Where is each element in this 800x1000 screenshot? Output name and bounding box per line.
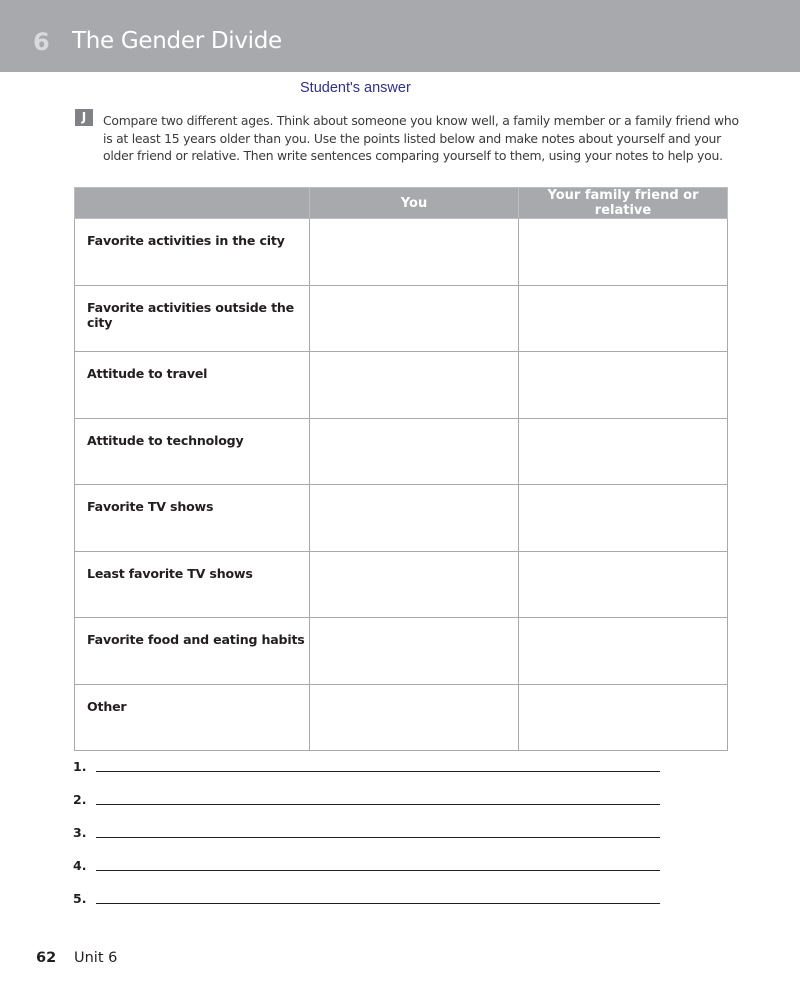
- table-row: [75, 219, 728, 286]
- answer-number: 5.: [73, 891, 87, 906]
- header-cell-topic: [75, 188, 310, 219]
- you-notes-cell[interactable]: [310, 352, 519, 419]
- exercise-letter-badge: J: [75, 109, 93, 126]
- you-notes-cell[interactable]: [310, 285, 519, 352]
- relative-notes-cell[interactable]: [519, 352, 728, 419]
- you-notes-cell[interactable]: [310, 418, 519, 485]
- table-row: [75, 352, 728, 419]
- comparison-table: [74, 187, 728, 751]
- answer-write-line[interactable]: [96, 771, 660, 772]
- footer-unit-label: Unit 6: [74, 950, 118, 966]
- page-number: 62: [36, 950, 57, 966]
- table-row: [75, 618, 728, 685]
- header-cell-relative: Your family friend or relative: [519, 188, 728, 219]
- answer-write-line[interactable]: [96, 804, 660, 805]
- answer-number: 4.: [73, 858, 87, 873]
- relative-notes-cell[interactable]: [519, 418, 728, 485]
- relative-notes-cell[interactable]: [519, 551, 728, 618]
- row-label: Favorite activities outside the city: [75, 285, 310, 352]
- you-notes-cell[interactable]: [310, 219, 519, 286]
- row-label: Favorite activities in the city: [75, 219, 310, 286]
- row-label: Least favorite TV shows: [75, 551, 310, 618]
- unit-title: The Gender Divide: [72, 28, 282, 54]
- answer-number: 2.: [73, 792, 87, 807]
- relative-notes-cell[interactable]: [519, 684, 728, 751]
- row-label: Favorite food and eating habits: [75, 618, 310, 685]
- you-notes-cell[interactable]: [310, 551, 519, 618]
- relative-notes-cell[interactable]: [519, 219, 728, 286]
- answer-number: 3.: [73, 825, 87, 840]
- relative-notes-cell[interactable]: [519, 285, 728, 352]
- row-label: Favorite TV shows: [75, 485, 310, 552]
- relative-notes-cell[interactable]: [519, 485, 728, 552]
- answer-number: 1.: [73, 759, 87, 774]
- table-row: [75, 418, 728, 485]
- header-band: [0, 0, 800, 72]
- relative-notes-cell[interactable]: [519, 618, 728, 685]
- you-notes-cell[interactable]: [310, 618, 519, 685]
- table-row: [75, 485, 728, 552]
- unit-number: 6: [33, 28, 50, 56]
- table-row: [75, 285, 728, 352]
- table-row: [75, 551, 728, 618]
- answer-write-line[interactable]: [96, 870, 660, 871]
- exercise-instructions: Compare two different ages. Think about someone you know well, a family member or a family friend who is at least 15 years older than you. Use the points listed below and make notes about yourself and your older friend or relative. Then write sentences comparing yourself to them, using your notes to help you.: [103, 113, 739, 163]
- answer-write-line[interactable]: [96, 903, 660, 904]
- row-label: Attitude to travel: [75, 352, 310, 419]
- you-notes-cell[interactable]: [310, 684, 519, 751]
- answer-write-line[interactable]: [96, 837, 660, 838]
- header-cell-you: You: [310, 188, 519, 219]
- table-header-row: [75, 188, 728, 219]
- you-notes-cell[interactable]: [310, 485, 519, 552]
- row-label: Other: [75, 684, 310, 751]
- table-row: [75, 684, 728, 751]
- student-answer-label: Student's answer: [300, 80, 411, 96]
- row-label: Attitude to technology: [75, 418, 310, 485]
